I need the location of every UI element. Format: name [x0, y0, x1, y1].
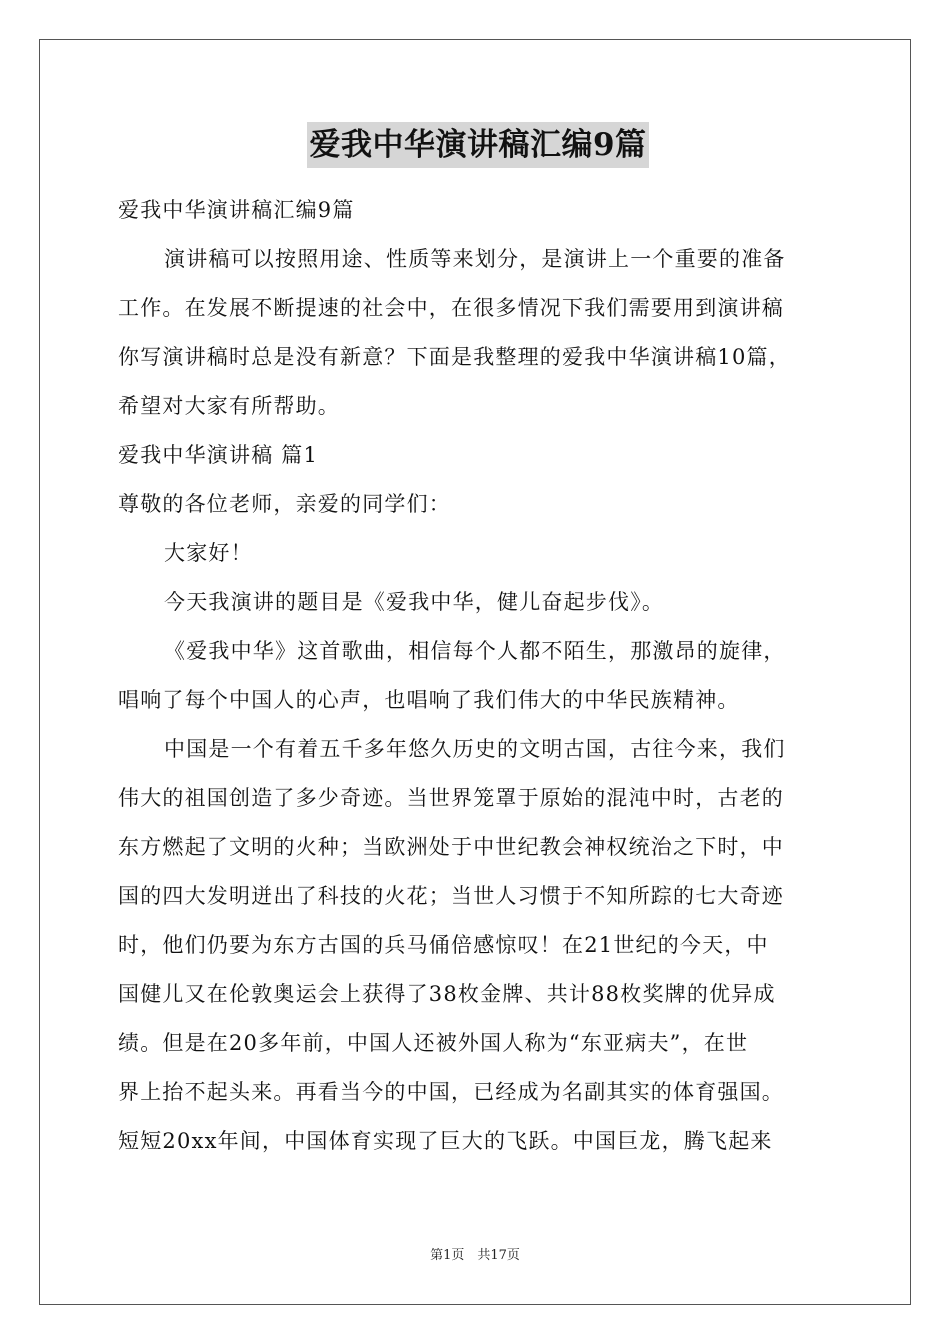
body-line: 《爱我中华》这首歌曲，相信每个人都不陌生，那激昂的旋律，: [164, 639, 786, 663]
section-heading: 爱我中华演讲稿 篇1: [118, 443, 319, 467]
body-line: 伟大的祖国创造了多少奇迹。当世界笼罩于原始的混沌中时，古老的: [118, 786, 784, 810]
body-line: 时，他们仍要为东方古国的兵马俑倍感惊叹！在21世纪的今天，中: [118, 933, 769, 957]
body-line: 绩。但是在20多年前，中国人还被外国人称为“东亚病夫”，在世: [118, 1031, 749, 1055]
subtitle-line: 爱我中华演讲稿汇编9篇: [118, 198, 355, 222]
page-number-footer: 第1页 共17页: [430, 1248, 520, 1263]
intro-line: 工作。在发展不断提速的社会中，在很多情况下我们需要用到演讲稿: [118, 296, 784, 320]
body-line: 短短20xx年间，中国体育实现了巨大的飞跃。中国巨龙，腾飞起来: [118, 1129, 773, 1153]
body-line: 东方燃起了文明的火种；当欧洲处于中世纪教会神权统治之下时，中: [118, 835, 784, 859]
intro-line: 演讲稿可以按照用途、性质等来划分，是演讲上一个重要的准备: [164, 247, 786, 271]
body-line: 今天我演讲的题目是《爱我中华，健儿奋起步伐》。: [164, 590, 665, 614]
body-line: 国健儿又在伦敦奥运会上获得了38枚金牌、共计88枚奖牌的优异成: [118, 982, 776, 1006]
salutation-line: 尊敬的各位老师，亲爱的同学们：: [118, 492, 451, 516]
document-body: [118, 122, 838, 1166]
body-line: 国的四大发明迸出了科技的火花；当世人习惯于不知所踪的七大奇迹: [118, 884, 784, 908]
intro-line: 希望对大家有所帮助。: [118, 394, 340, 418]
intro-line: 你写演讲稿时总是没有新意？下面是我整理的爱我中华演讲稿10篇，: [118, 345, 791, 369]
body-line: 唱响了每个中国人的心声，也唱响了我们伟大的中华民族精神。: [118, 688, 740, 712]
greeting-line: 大家好！: [164, 541, 253, 565]
document-title: 爱我中华演讲稿汇编9篇: [307, 122, 648, 168]
body-line: 界上抬不起头来。再看当今的中国，已经成为名副其实的体育强国。: [118, 1080, 784, 1104]
body-line: 中国是一个有着五千多年悠久历史的文明古国，古往今来，我们: [164, 737, 786, 761]
title-container: [118, 122, 838, 168]
